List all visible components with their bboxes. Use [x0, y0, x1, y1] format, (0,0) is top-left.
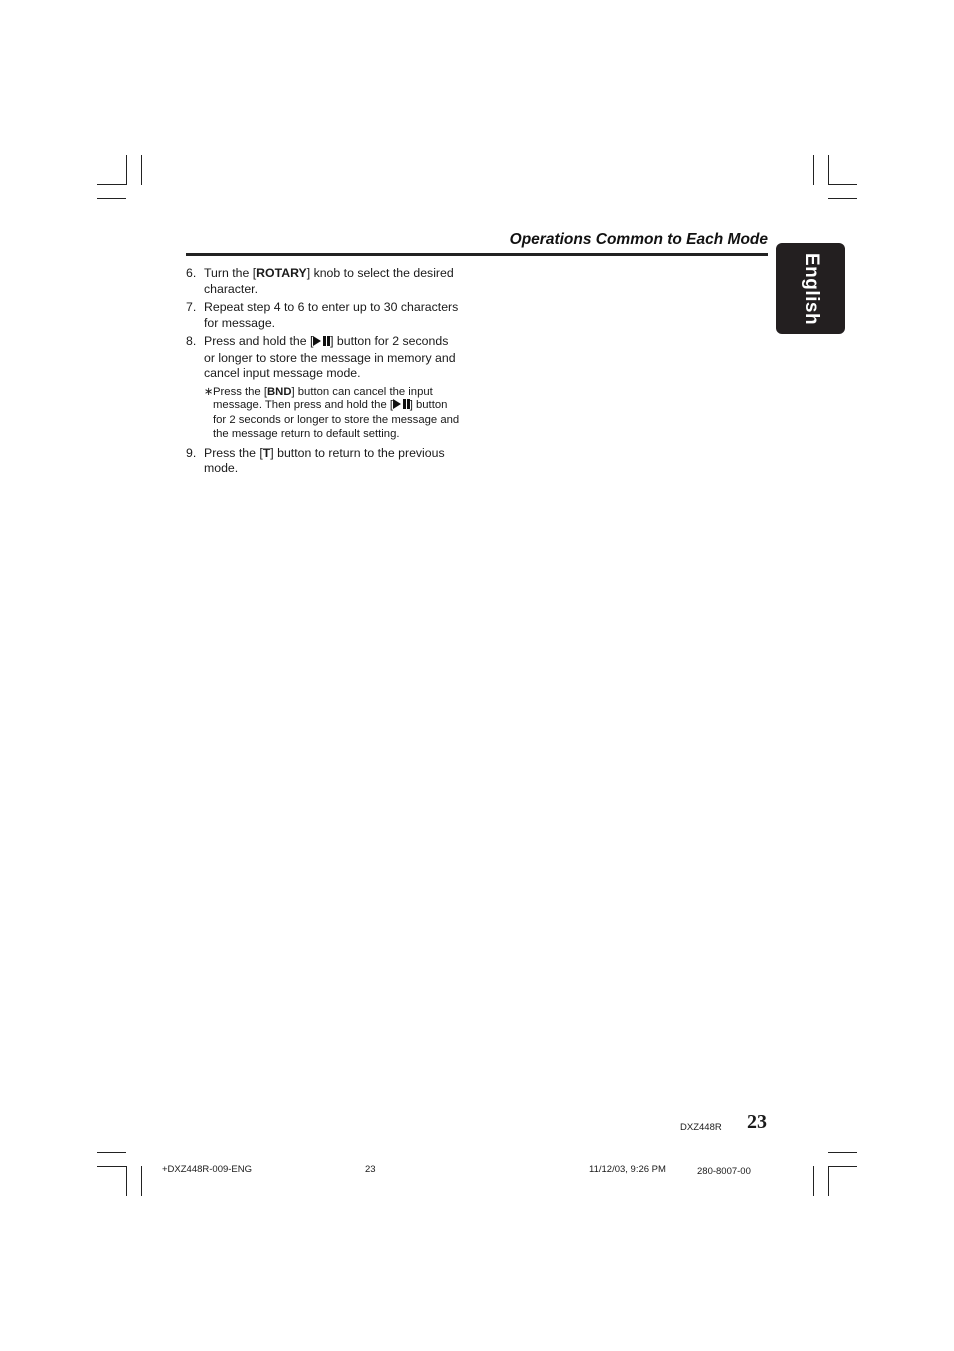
step-text: Repeat step 4 to 6 to enter up to 30 characters for message. — [204, 300, 459, 330]
language-tab — [776, 243, 845, 334]
page-number: 23 — [747, 1111, 767, 1133]
list-item — [186, 446, 461, 477]
step-text-post: ] button for 2 seconds or longer to store the message in memory and cancel input message mode. — [204, 334, 456, 380]
sheet-number: 23 — [365, 1164, 376, 1175]
crop-mark-tl-h2 — [97, 198, 126, 199]
crop-mark-bl-h2 — [97, 1166, 126, 1167]
step-number: 7. — [186, 300, 197, 314]
header-rule — [186, 253, 768, 256]
asterisk-marker: ∗ — [204, 385, 214, 398]
instruction-list — [186, 266, 461, 480]
crop-mark-tl-h1 — [97, 184, 126, 185]
crop-mark-br-v2 — [828, 1166, 829, 1196]
step-text-pre: Turn the [ — [204, 266, 257, 280]
play-pause-icon — [313, 335, 330, 351]
step-text-pre: Press and hold the [ — [204, 334, 314, 348]
crop-mark-tl-v2 — [141, 155, 142, 185]
step-number: 9. — [186, 445, 197, 460]
language-tab-label: English — [800, 252, 822, 325]
crop-mark-tr-h1 — [828, 184, 857, 185]
button-name: T — [262, 445, 271, 460]
note — [186, 386, 461, 442]
part-number: 280-8007-00 — [697, 1166, 751, 1177]
print-datetime: 11/12/03, 9:26 PM — [589, 1164, 666, 1175]
doc-id: +DXZ448R-009-ENG — [162, 1164, 253, 1175]
note-text-mid: ] button can cancel the input message. Then press and hold the [ — [213, 385, 433, 412]
crop-mark-br-h2 — [828, 1166, 857, 1167]
crop-mark-tr-v1 — [813, 155, 814, 185]
crop-mark-tr-h2 — [828, 198, 857, 199]
button-name: BND — [267, 385, 292, 398]
step-number: 6. — [186, 266, 197, 280]
crop-mark-bl-v2 — [141, 1166, 142, 1196]
crop-mark-tl-v1 — [126, 155, 127, 185]
crop-mark-br-h1 — [828, 1152, 857, 1153]
note-text-pre: Press the [ — [213, 385, 267, 398]
crop-mark-bl-h1 — [97, 1152, 126, 1153]
note-text-post: ] button for 2 seconds or longer to store the message and the message return to default setting. — [213, 399, 460, 440]
list-item — [186, 266, 461, 297]
play-pause-icon — [393, 399, 410, 414]
step-number: 8. — [186, 334, 197, 348]
list-item — [186, 334, 461, 382]
crop-mark-br-v1 — [813, 1166, 814, 1196]
button-name: ROTARY — [256, 266, 307, 280]
model-label: DXZ448R — [680, 1122, 722, 1133]
list-item — [186, 300, 461, 331]
crop-mark-tr-v2 — [828, 155, 829, 185]
step-text-post: ] knob to select the desired character. — [204, 266, 454, 296]
step-text-post: ] button to return to the previous mode. — [204, 445, 445, 476]
section-title: Operations Common to Each Mode — [509, 231, 768, 248]
crop-mark-bl-v1 — [126, 1166, 127, 1196]
step-text-pre: Press the [ — [204, 445, 263, 460]
